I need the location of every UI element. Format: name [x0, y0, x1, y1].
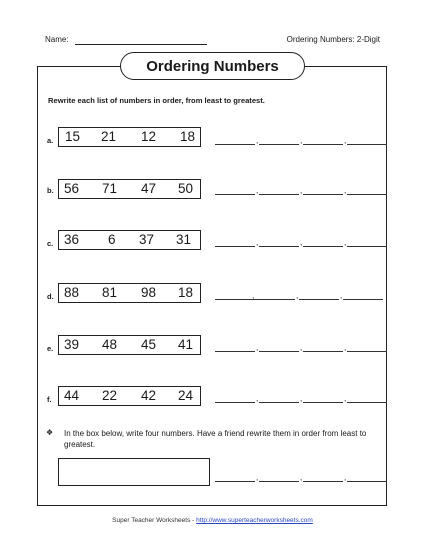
answer-blank[interactable] [259, 134, 299, 145]
footer-link[interactable]: http://www.superteacherworksheets.com [196, 517, 313, 524]
number: 37 [139, 232, 155, 247]
number-box [58, 230, 201, 250]
number-box [58, 127, 201, 147]
answer-blank[interactable] [303, 341, 343, 352]
answer-blank[interactable] [347, 392, 387, 403]
answer-blank[interactable] [255, 289, 295, 300]
answer-blank[interactable] [303, 134, 343, 145]
answer-blank[interactable] [303, 184, 343, 195]
answer-blanks: , , , [215, 184, 383, 196]
answer-blanks: , , , [215, 471, 383, 483]
number: 39 [64, 337, 80, 352]
answer-blank[interactable] [215, 236, 255, 247]
number: 36 [64, 232, 80, 247]
number-box [58, 386, 201, 406]
number: 18 [180, 129, 196, 144]
problem-letter: f. [47, 395, 52, 404]
diamond-bullet-icon: ❖ [46, 428, 54, 437]
answer-blanks: , , , [215, 236, 383, 248]
name-label: Name: [45, 35, 69, 44]
answer-blank[interactable] [303, 471, 343, 482]
answer-blank[interactable] [215, 471, 255, 482]
answer-blank[interactable] [299, 289, 339, 300]
answer-blank[interactable] [347, 134, 387, 145]
number: 18 [178, 285, 194, 300]
name-line [75, 44, 207, 45]
number: 31 [176, 232, 192, 247]
answer-blanks: , , , [215, 341, 383, 353]
number-box [58, 179, 201, 199]
number: 47 [141, 181, 157, 196]
answer-blank[interactable] [303, 392, 343, 403]
number: 21 [101, 129, 117, 144]
page-title [120, 52, 305, 80]
number-box [58, 283, 201, 303]
answer-blank[interactable] [259, 236, 299, 247]
number: 44 [64, 388, 80, 403]
number: 24 [178, 388, 194, 403]
answer-blank[interactable] [303, 236, 343, 247]
answer-blanks: , , , [215, 289, 383, 301]
number: 6 [108, 232, 116, 247]
page-title-text: Ordering Numbers [146, 57, 279, 75]
number: 50 [178, 181, 194, 196]
answer-blank[interactable] [259, 184, 299, 195]
answer-blank[interactable] [343, 289, 383, 300]
answer-blank[interactable] [215, 184, 255, 195]
answer-blank[interactable] [259, 471, 299, 482]
answer-blank[interactable] [347, 236, 387, 247]
answer-blank[interactable] [215, 392, 255, 403]
answer-blank[interactable] [259, 341, 299, 352]
answer-blank[interactable] [215, 341, 255, 352]
number: 98 [141, 285, 157, 300]
number: 45 [141, 337, 157, 352]
write-numbers-box[interactable] [58, 458, 210, 486]
number: 42 [141, 388, 157, 403]
number: 12 [141, 129, 157, 144]
footer [0, 517, 425, 524]
answer-blank[interactable] [215, 134, 255, 145]
worksheet-title: Ordering Numbers: 2-Digit [286, 35, 380, 44]
number: 71 [102, 181, 118, 196]
number: 81 [102, 285, 118, 300]
problem-letter: c. [47, 239, 54, 248]
extra-instructions: In the box below, write four numbers. Have a friend rewrite them in order from least to greatest. [64, 429, 367, 449]
answer-blank[interactable] [215, 289, 255, 300]
number-box [58, 335, 201, 355]
instructions: Rewrite each list of numbers in order, from least to greatest. [48, 96, 265, 105]
answer-blank[interactable] [347, 341, 387, 352]
number: 48 [102, 337, 118, 352]
answer-blank[interactable] [347, 471, 387, 482]
problem-letter: b. [47, 186, 54, 195]
number: 41 [178, 337, 194, 352]
problem-letter: e. [47, 344, 54, 353]
footer-text: Super Teacher Worksheets - [112, 517, 197, 524]
number: 88 [64, 285, 80, 300]
number: 22 [102, 388, 118, 403]
problem-letter: d. [47, 292, 54, 301]
number: 56 [64, 181, 80, 196]
problem-letter: a. [47, 136, 54, 145]
answer-blank[interactable] [347, 184, 387, 195]
worksheet-header [45, 35, 380, 49]
number: 15 [65, 129, 81, 144]
answer-blanks: , , , [215, 392, 383, 404]
answer-blank[interactable] [259, 392, 299, 403]
answer-blanks: , , , [215, 134, 383, 146]
